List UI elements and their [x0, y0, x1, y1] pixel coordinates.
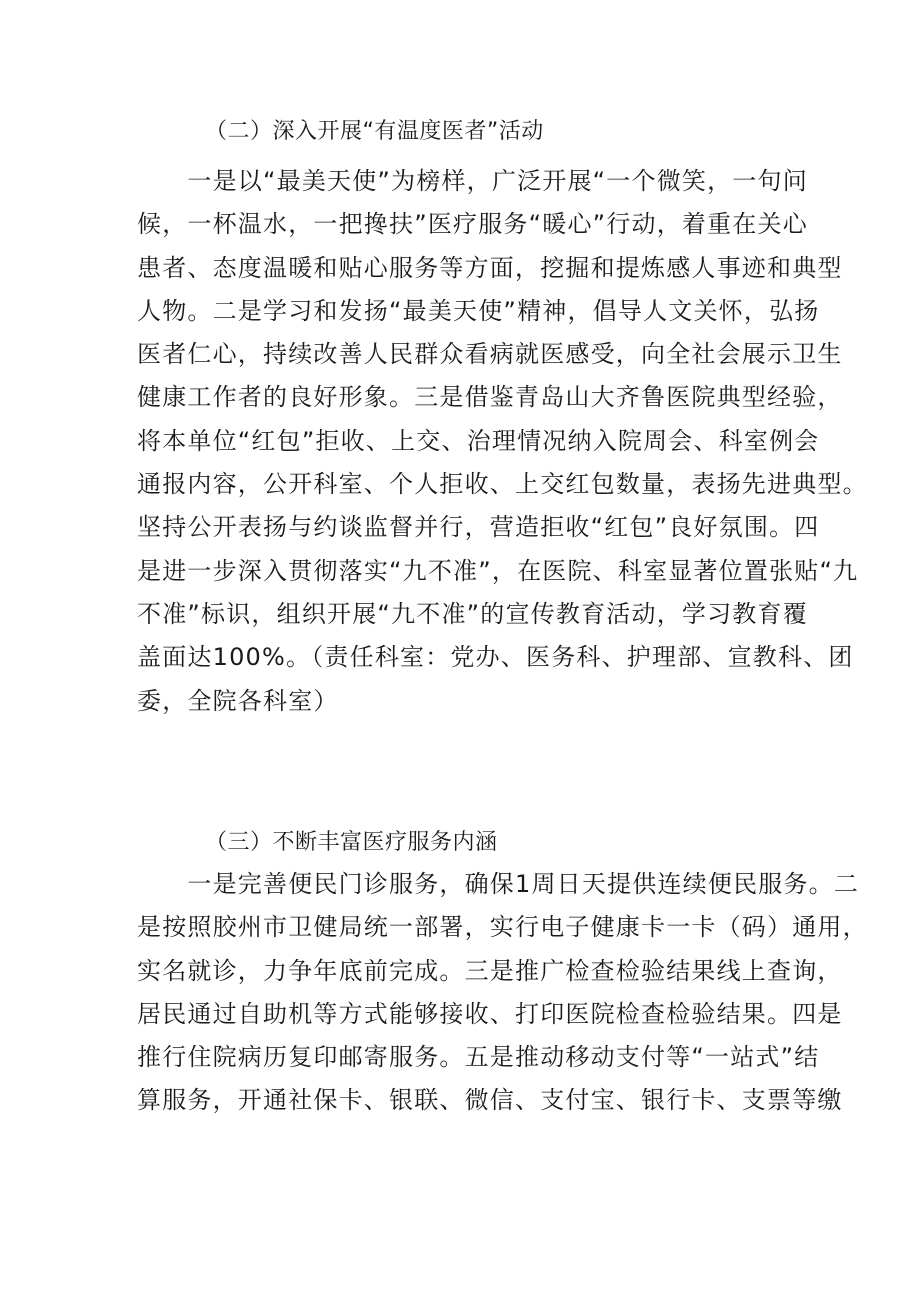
paragraph-line: 居民通过自助机等方式能够接收、打印医院检查检验结果。四是	[137, 999, 843, 1028]
paragraph-line: 健康工作者的良好形象。三是借鉴青岛山大齐鲁医院典型经验，	[137, 383, 843, 412]
section-heading-2: （二）深入开展“有温度医者”活动	[205, 119, 544, 144]
paragraph-line: 委，全院各科室）	[137, 686, 339, 715]
paragraph-line: 推行住院病历复印邮寄服务。五是推动移动支付等“一站式”结	[137, 1043, 820, 1072]
paragraph-line: 是按照胶州市卫健局统一部署，实行电子健康卡一卡（码）通用，	[137, 913, 868, 942]
paragraph-line: 坚持公开表扬与约谈监督并行，营造拒收“红包”良好氛围。四	[137, 513, 820, 542]
section-3-paragraph	[137, 842, 868, 1123]
section-2-paragraph	[137, 135, 868, 723]
paragraph-line: 患者、态度温暖和贴心服务等方面，挖掘和提炼感人事迹和典型	[137, 253, 843, 282]
paragraph-line: 不准”标识，组织开展“九不准”的宣传教育活动，学习教育覆	[137, 599, 808, 628]
paragraph-line: 是进一步深入贯彻落实“九不准”，在医院、科室显著位置张贴“九	[137, 556, 859, 585]
paragraph-line: 一是以“最美天使”为榜样，广泛开展“一个微笑，一句问	[137, 167, 808, 195]
paragraph-line: 算服务，开通社保卡、银联、微信、支付宝、银行卡、支票等缴	[137, 1086, 843, 1115]
paragraph-line: 盖面达100%。（责任科室：党办、医务科、护理部、宣教科、团	[137, 643, 854, 672]
paragraph-line: 一是完善便民门诊服务，确保1周日天提供连续便民服务。二	[137, 870, 860, 898]
paragraph-line: 人物。二是学习和发扬“最美天使”精神，倡导人文关怀，弘扬	[137, 296, 820, 325]
paragraph-line: 实名就诊，力争年底前完成。三是推广检查检验结果线上查询，	[137, 956, 843, 985]
section-heading-3: （三）不断丰富医疗服务内涵	[205, 830, 498, 855]
paragraph-line: 医者仁心，持续改善人民群众看病就医感受，向全社会展示卫生	[137, 340, 843, 369]
paragraph-line: 候，一杯温水，一把搀扶”医疗服务“暖心”行动，着重在关心	[137, 210, 808, 239]
paragraph-line: 通报内容，公开科室、个人拒收、上交红包数量，表扬先进典型。	[137, 470, 868, 499]
paragraph-line: 将本单位“红包”拒收、上交、治理情况纳入院周会、科室例会	[137, 426, 820, 455]
